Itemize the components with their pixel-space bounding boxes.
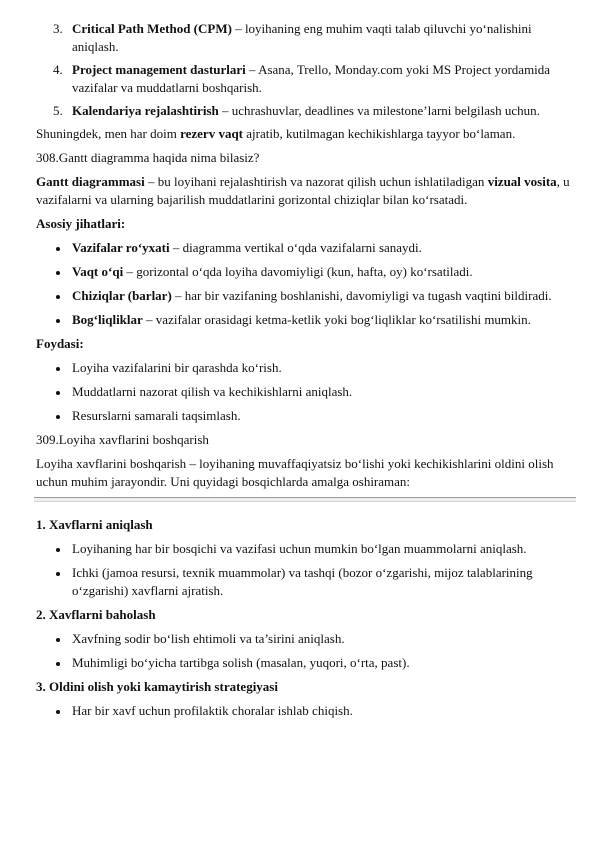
aspects-heading: Asosiy jihatlari: — [36, 216, 126, 231]
list-item — [36, 359, 574, 377]
term: Vaqt o‘qi — [72, 264, 124, 279]
aspects-list — [36, 239, 574, 329]
list-item — [36, 20, 574, 56]
list-item — [36, 407, 574, 425]
term: Vazifalar ro‘yxati — [72, 240, 170, 255]
term: Chiziqlar (barlar) — [72, 288, 172, 303]
horizontal-divider — [34, 497, 576, 502]
term-description: – har bir vazifaning boshlanishi, davomiyligi va tugash vaqtini bildiradi. — [171, 288, 552, 303]
list-number: 5. — [53, 103, 63, 118]
list-item-text: Ichki (jamoa resursi, texnik muammolar) va tashqi (bozor o‘zgarishi, mijoz talablarining o‘zgarishi) xavflarni ajratish. — [72, 565, 533, 598]
risk-intro-paragraph: Loyiha xavflarini boshqarish – loyihaning muvaffaqiyatsiz bo‘lishi yoki kechikishlarini oldini olish uchun muhim jarayondir. Uni quyidagi bosqichlarda amalga oshiraman: — [36, 456, 554, 489]
section-heading: 1. Xavflarni aniqlash — [36, 517, 153, 532]
term: Critical Path Method (CPM) — [72, 21, 232, 36]
list-item — [36, 630, 574, 648]
emphasis: Gantt diagrammasi — [36, 174, 145, 189]
list-item-text: Muhimligi bo‘yicha tartibga solish (masalan, yuqori, o‘rta, past). — [72, 655, 410, 670]
term-description: – diagramma vertikal o‘qda vazifalarni sanaydi. — [169, 240, 422, 255]
term: Kalendariya rejalashtirish — [72, 103, 219, 118]
list-item — [36, 702, 574, 720]
bullet-icon — [56, 710, 60, 714]
list-item — [36, 383, 574, 401]
list-number: 3. — [53, 21, 63, 36]
question-309: 309.Loyiha xavflarini boshqarish — [36, 432, 209, 447]
document-page — [36, 20, 574, 726]
bullet-icon — [56, 415, 60, 419]
term: Bog‘liqliklar — [72, 312, 143, 327]
bullet-icon — [56, 548, 60, 552]
list-number: 4. — [53, 62, 63, 77]
section1-list — [36, 540, 574, 600]
term: Project management dasturlari — [72, 62, 246, 77]
list-item — [36, 102, 574, 120]
term-description: – loyihaning eng muhim vaqti talab qiluvchi yo‘nalishini aniqlash. — [72, 21, 532, 54]
bullet-icon — [56, 295, 60, 299]
text-run: – bu loyihani rejalashtirish va nazorat qilish uchun ishlatiladigan — [144, 174, 488, 189]
gantt-paragraph — [36, 173, 574, 209]
emphasis: rezerv vaqt — [180, 126, 244, 141]
term-description: – vazifalar orasidagi ketma-ketlik yoki bog‘liqliklar ko‘rsatilishi mumkin. — [142, 312, 531, 327]
list-item-text: Har bir xavf uchun profilaktik choralar ishlab chiqish. — [72, 703, 353, 718]
section-heading: 3. Oldini olish yoki kamaytirish strategiyasi — [36, 679, 278, 694]
list-item — [36, 540, 574, 558]
benefits-heading: Foydasi: — [36, 336, 84, 351]
bullet-icon — [56, 271, 60, 275]
list-item — [36, 654, 574, 672]
bullet-icon — [56, 638, 60, 642]
bullet-icon — [56, 391, 60, 395]
benefits-list — [36, 359, 574, 425]
bullet-icon — [56, 319, 60, 323]
list-item-text: Loyihaning har bir bosqichi va vazifasi uchun mumkin bo‘lgan muammolarni aniqlash. — [72, 541, 527, 556]
reserve-paragraph — [36, 125, 574, 143]
section-heading: 2. Xavflarni baholash — [36, 607, 156, 622]
section2-list — [36, 630, 574, 672]
list-item-text: Resurslarni samarali taqsimlash. — [72, 408, 241, 423]
list-item — [36, 311, 574, 329]
bullet-icon — [56, 247, 60, 251]
list-item-text: Loyiha vazifalarini bir qarashda ko‘rish. — [72, 360, 282, 375]
term-description: – uchrashuvlar, deadlines va milestone’larni belgilash uchun. — [218, 103, 540, 118]
emphasis: vizual vosita — [487, 174, 557, 189]
bullet-icon — [56, 572, 60, 576]
list-item — [36, 287, 574, 305]
bullet-icon — [56, 367, 60, 371]
list-item — [36, 239, 574, 257]
bullet-icon — [56, 662, 60, 666]
list-item-text: Xavfning sodir bo‘lish ehtimoli va ta’sirini aniqlash. — [72, 631, 345, 646]
text-run: ajratib, kutilmagan kechikishlarga tayyor bo‘laman. — [243, 126, 516, 141]
list-item — [36, 263, 574, 281]
list-item-text: Muddatlarni nazorat qilish va kechikishlarni aniqlash. — [72, 384, 353, 399]
text-run: , u vazifalarni va ularning bajarilish muddatlarini gorizontal chiziqlar bilan ko‘rsatadi. — [36, 174, 570, 207]
question-308: 308.Gantt diagramma haqida nima bilasiz? — [36, 150, 260, 165]
text-run: Shuningdek, men har doim — [36, 126, 181, 141]
section3-list — [36, 702, 574, 720]
term-description: – Asana, Trello, Monday.com yoki MS Project yordamida vazifalar va muddatlarni boshqarish. — [72, 62, 551, 95]
term-description: – gorizontal o‘qda loyiha davomiyligi (kun, hafta, oy) ko‘rsatiladi. — [123, 264, 473, 279]
list-item — [36, 61, 574, 97]
numbered-list — [36, 20, 574, 120]
list-item — [36, 564, 574, 600]
